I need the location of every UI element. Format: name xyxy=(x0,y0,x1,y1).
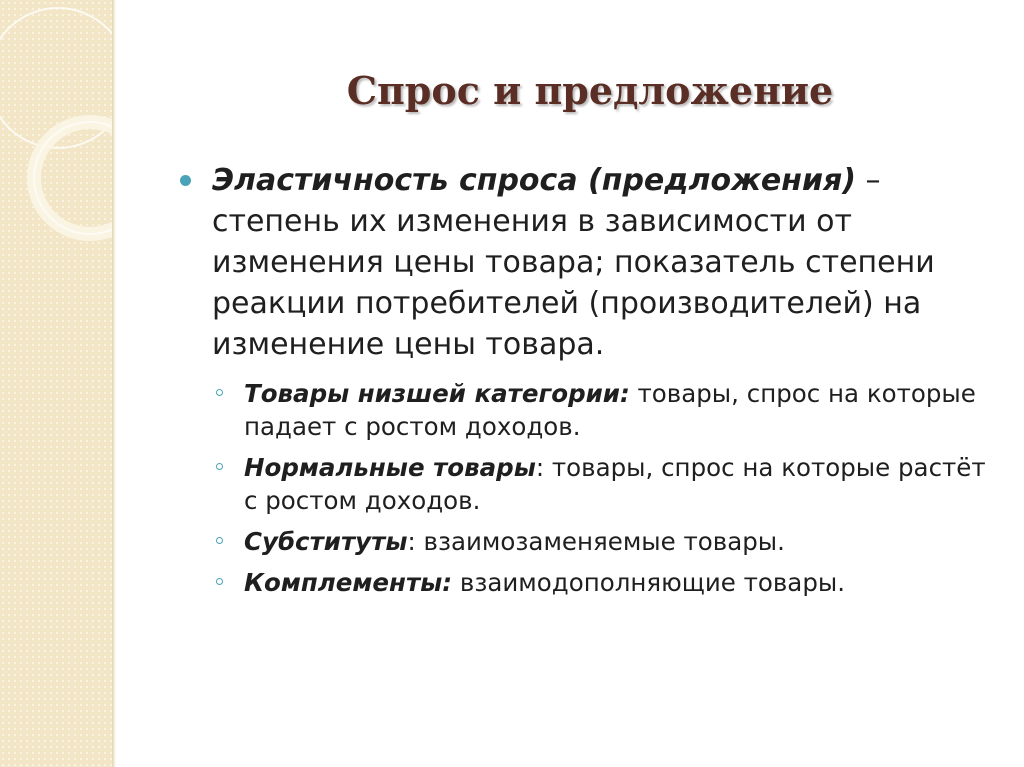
sub-bullet-item xyxy=(176,566,1006,599)
slide-content xyxy=(176,160,1006,607)
ring-bullet-icon xyxy=(216,578,223,585)
ring-bullet-icon xyxy=(216,537,223,544)
sub-bullet-term: Комплементы: xyxy=(244,568,453,597)
sub-bullet-text: товары, спрос на которые падает с ростом доходов. xyxy=(244,379,976,441)
sub-bullet-text: : товары, спрос на которые растёт с ростом доходов. xyxy=(244,453,986,515)
main-bullet-term: Эластичность спроса (предложения) xyxy=(212,163,857,198)
ring-bullet-icon xyxy=(216,389,223,396)
sub-bullet-term: Субституты xyxy=(244,527,408,556)
main-bullet-text: – степень их изменения в зависимости от изменения цены товара; показатель степени реакции потребителей (производителей) на изменение цены товара. xyxy=(212,163,935,362)
sub-bullet-text: взаимодополняющие товары. xyxy=(452,568,846,597)
main-bullet xyxy=(176,160,1006,365)
sub-bullet-text: : взаимозаменяемые товары. xyxy=(407,527,785,556)
decorative-side-band xyxy=(0,0,112,767)
sub-bullet-term: Нормальные товары xyxy=(244,453,536,482)
side-band-edge xyxy=(112,0,116,767)
sub-bullet-item xyxy=(176,525,1006,558)
sub-bullet-list xyxy=(176,377,1006,599)
sub-bullet-item xyxy=(176,377,1006,443)
decorative-rings xyxy=(0,0,112,767)
bullet-dot-icon xyxy=(180,175,191,186)
sub-bullet-term: Товары низшей категории: xyxy=(244,379,630,408)
ring-bullet-icon xyxy=(216,463,223,470)
deco-ring-thick xyxy=(34,122,112,234)
slide-title: Спрос и предложение xyxy=(346,68,834,113)
sub-bullet-item xyxy=(176,451,1006,517)
